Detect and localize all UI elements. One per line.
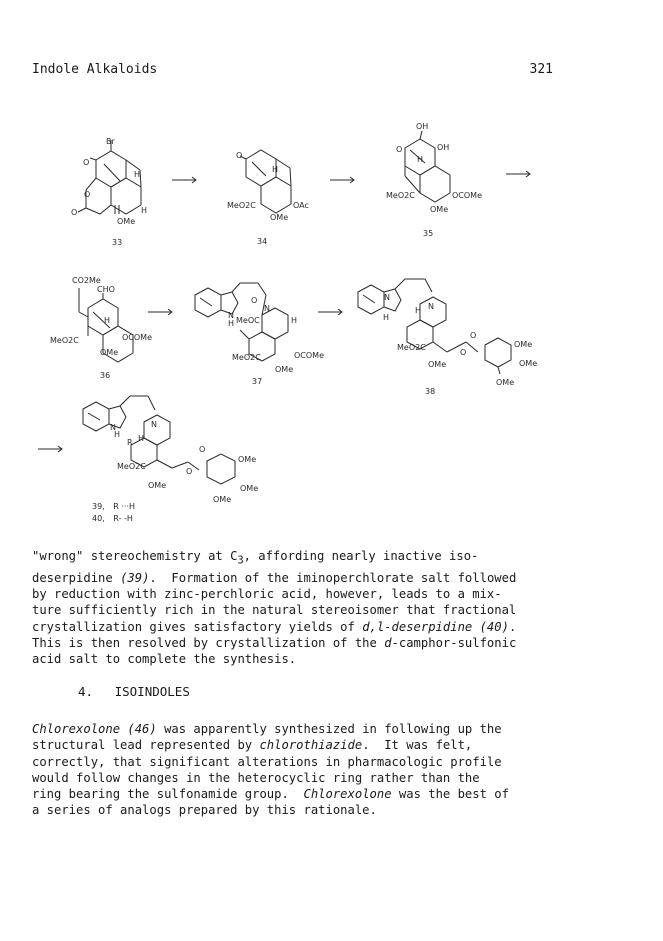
label-38-n2: N <box>428 302 434 311</box>
label-35-oh1: OH <box>416 122 429 131</box>
text-run: -camphor-sulfonic <box>391 635 517 650</box>
label-35-ome: OMe <box>430 205 449 214</box>
text-run: ring bearing the sulfonamide group. <box>32 787 304 802</box>
compound-38-structure <box>358 279 537 396</box>
italic-text: d,l-deserpidine (40) <box>362 619 509 634</box>
paragraph-chlorexolone <box>32 721 592 819</box>
compound-36-number: 36 <box>100 371 111 380</box>
label-38-o1: O <box>470 331 477 340</box>
page-number: 321 <box>529 62 553 77</box>
label-36-cho: CHO <box>97 285 115 294</box>
paragraph2-line <box>32 721 592 737</box>
text-run: was apparently synthesized in following up the <box>156 722 502 736</box>
label-36-h: H <box>104 316 111 325</box>
label-37-n2: N <box>264 304 270 313</box>
text-run: . <box>508 619 517 634</box>
label-36-ome: OMe <box>100 348 119 357</box>
paragraph-deserpidine <box>32 548 592 668</box>
label-38-o2: O <box>460 348 467 357</box>
italic-text: Chlorexolone <box>303 787 392 802</box>
paragraph2-line <box>32 786 592 802</box>
text-run: would follow changes in the heterocyclic ring rather than the <box>32 770 480 785</box>
label-39-o2: O <box>186 467 193 476</box>
compound-33-structure <box>71 137 147 247</box>
label-37-n1: N <box>228 311 234 320</box>
label-36-co2me: CO2Me <box>72 276 101 285</box>
text-run: . Formation of the iminoperchlorate salt followed <box>149 570 517 585</box>
running-header: Indole Alkaloids <box>32 62 158 77</box>
text-run: deserpidine <box>32 570 121 585</box>
label-36-ocome: OCOMe <box>122 333 153 342</box>
label-38-n1: N <box>384 293 390 302</box>
label-36-meo2c: MeO2C <box>50 336 79 345</box>
paragraph2-line <box>32 802 592 818</box>
label-39-o1: O <box>199 445 206 454</box>
paragraph2-line <box>32 770 592 786</box>
compound-36-structure <box>50 276 152 380</box>
paragraph1-line <box>32 635 592 651</box>
compound-37-number: 37 <box>252 377 263 386</box>
label-38-ome2: OMe <box>514 340 533 349</box>
label-39-meo2c: MeO2C <box>117 462 146 471</box>
paragraph1-line <box>32 548 592 570</box>
label-35-oh2: OH <box>437 143 450 152</box>
text-run: "wrong" stereochemistry at C <box>32 549 238 563</box>
text-run: crystallization gives satisfactory yields of <box>32 619 363 634</box>
paragraph1-line <box>32 602 592 618</box>
label-33-o3: O <box>71 208 78 217</box>
label-39-ome3: OMe <box>240 484 259 493</box>
italic-text: (39) <box>120 570 150 585</box>
text-run: ture sufficiently rich in the natural stereoisomer that fractional <box>32 603 517 618</box>
label-37-h1: H <box>228 319 235 328</box>
label-39-n1: N <box>110 423 116 432</box>
paragraph2-line <box>32 737 592 753</box>
label-38-h2: H <box>415 306 422 315</box>
compound-38-number: 38 <box>425 387 436 396</box>
compound-35-number: 35 <box>423 229 434 238</box>
label-38-ome3: OMe <box>519 359 538 368</box>
text-run: This is then resolved by crystallization of the <box>32 635 385 650</box>
section-heading <box>78 684 204 699</box>
label-39-h2: H <box>138 434 145 443</box>
text-run: correctly, that significant alterations in pharmacologic profile <box>32 754 502 769</box>
section-title: ISOINDOLES <box>114 684 190 699</box>
label-33-ome: OMe <box>117 217 136 226</box>
section-number: 4. <box>78 684 94 699</box>
label-35-h: H <box>417 155 424 164</box>
label-34-oac: OAc <box>293 201 309 210</box>
text-run: a series of analogs prepared by this rationale. <box>32 803 377 818</box>
compound-33-number: 33 <box>112 238 123 247</box>
paragraph1-line <box>32 619 592 635</box>
paragraph1-line <box>32 570 592 586</box>
label-34-meo2c: MeO2C <box>227 201 256 210</box>
text-run: , affording nearly inactive iso- <box>243 549 479 563</box>
italic-text: Chlorexolone (46) <box>32 722 157 736</box>
label-39-ome1: OMe <box>148 481 167 490</box>
italic-text: d <box>384 635 392 650</box>
paragraph1-line <box>32 586 592 602</box>
text-run: structural lead represented by <box>32 738 260 753</box>
legend-40-number: 40, <box>92 514 105 523</box>
label-37-meoc: MeOC <box>236 316 260 325</box>
label-35-meo2c: MeO2C <box>386 191 415 200</box>
text-run: was the best of <box>391 787 509 802</box>
legend-39-text: R ···H <box>113 502 136 511</box>
label-38-meo2c: MeO2C <box>397 343 426 352</box>
label-38-h1: H <box>383 313 390 322</box>
compound-39-structure <box>83 396 258 523</box>
label-33-h2: H <box>141 206 148 215</box>
paragraph1-line <box>32 651 592 667</box>
compound-40-legend <box>92 514 133 523</box>
label-33-o1: O <box>83 158 90 167</box>
label-37-o: O <box>251 296 258 305</box>
label-39-h1: H <box>114 430 121 439</box>
compound-37-structure <box>195 283 324 386</box>
legend-40-text: R- -H <box>113 514 133 523</box>
label-33-h1: H <box>134 170 141 179</box>
label-39-ome4: OMe <box>213 495 232 504</box>
label-37-ocome: OCOMe <box>294 351 325 360</box>
label-34-ome: OMe <box>270 213 289 222</box>
label-38-ome1: OMe <box>428 360 447 369</box>
label-39-r: R <box>127 438 133 447</box>
label-38-ome4: OMe <box>496 378 515 387</box>
compound-35-structure <box>386 122 482 238</box>
italic-text: chlorothiazide <box>259 738 363 753</box>
label-39-ome2: OMe <box>238 455 257 464</box>
text-run: by reduction with zinc-perchloric acid, however, leads to a mix- <box>32 587 502 602</box>
label-34-o: O <box>236 151 243 160</box>
legend-39-number: 39, <box>92 502 105 511</box>
label-35-o: O <box>396 145 403 154</box>
label-35-ocome: OCOMe <box>452 191 483 200</box>
label-33-o2: O <box>84 190 91 199</box>
label-33-br: Br <box>106 137 115 146</box>
text-run: acid salt to complete the synthesis. <box>32 652 297 667</box>
compound-39-legend <box>92 502 135 511</box>
label-37-ome: OMe <box>275 365 294 374</box>
label-39-n2: N <box>151 420 157 429</box>
label-37-h2: H <box>291 316 298 325</box>
compound-34-number: 34 <box>257 237 268 246</box>
paragraph2-line <box>32 754 592 770</box>
text-run: . It was felt, <box>362 738 473 753</box>
text-run: 3 <box>237 555 244 567</box>
compound-34-structure <box>227 150 309 246</box>
label-34-h: H <box>272 165 279 174</box>
label-37-meo2c: MeO2C <box>232 353 261 362</box>
